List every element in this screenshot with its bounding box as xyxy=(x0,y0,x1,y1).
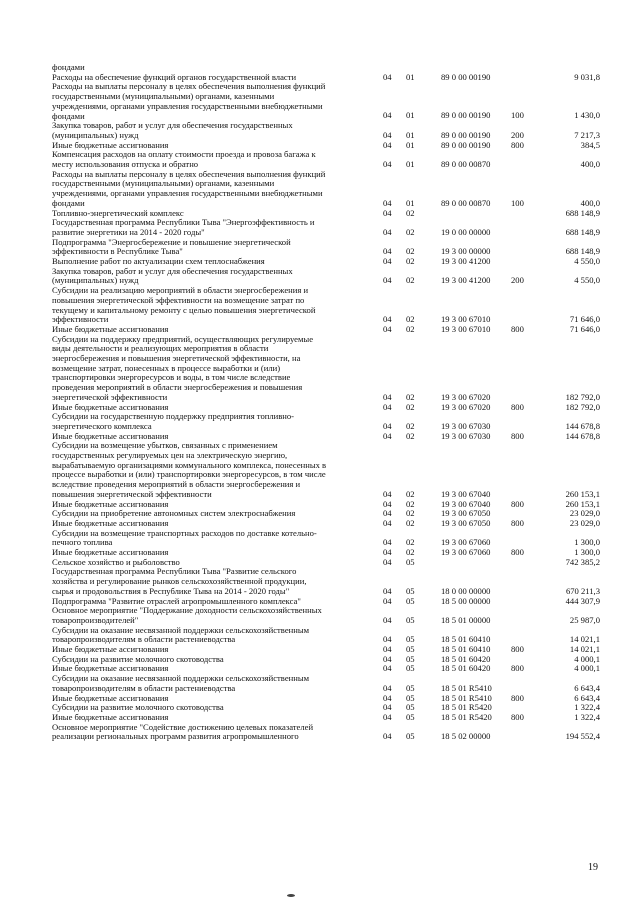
row-name-line: энергетической эффективности xyxy=(52,391,168,402)
row-name-line: фондами xyxy=(52,197,85,208)
row-rz: 04 xyxy=(383,430,392,441)
row-name-line: Расходы на выплаты персоналу в целях обеспечения выполнения функций xyxy=(52,81,326,92)
row-pr: 02 xyxy=(406,401,415,412)
row-name-line: товаропроизводителям в области растениеводства xyxy=(52,634,236,645)
row-csr: 19 3 00 67010 xyxy=(441,323,491,334)
table-row xyxy=(0,529,640,548)
row-name-line: Топливно-энергетический комплекс xyxy=(52,207,184,218)
row-csr: 18 5 01 60420 xyxy=(441,653,491,664)
row-rz: 04 xyxy=(383,644,392,654)
row-pr: 02 xyxy=(406,537,415,548)
row-rz: 04 xyxy=(383,207,392,218)
row-rz: 04 xyxy=(383,197,392,208)
row-csr: 18 0 00 00000 xyxy=(441,585,491,596)
row-pr: 02 xyxy=(406,420,415,431)
row-name xyxy=(52,606,370,625)
row-sum: 4 000,1 xyxy=(574,653,600,664)
row-sum: 384,5 xyxy=(580,139,600,150)
row-name-line: Закупка товаров, работ и услуг для обеспечения государственных xyxy=(52,265,293,276)
row-csr: 89 0 00 00870 xyxy=(441,197,491,208)
row-vr: 200 xyxy=(511,275,524,286)
row-name-line: Иные бюджетные ассигнования xyxy=(52,139,169,150)
row-name-line: развитие энергетики на 2014 - 2020 годы" xyxy=(52,226,205,237)
row-sum: 25 987,0 xyxy=(569,614,600,625)
row-pr: 05 xyxy=(406,711,415,722)
row-sum: 7 217,3 xyxy=(574,129,600,140)
row-csr: 18 5 01 R5410 xyxy=(441,682,492,693)
row-csr: 18 5 01 60410 xyxy=(441,644,491,654)
row-sum: 1 322,4 xyxy=(574,711,600,722)
row-name-line: сырья и продовольствия в Республике Тыва на 2014 - 2020 годы" xyxy=(52,585,290,596)
row-vr: 100 xyxy=(511,197,524,208)
row-sum: 144 678,8 xyxy=(565,430,600,441)
row-name xyxy=(52,567,370,596)
row-rz: 04 xyxy=(383,158,392,169)
row-pr: 02 xyxy=(406,391,415,402)
row-pr: 02 xyxy=(406,547,415,557)
row-vr: 100 xyxy=(511,110,524,121)
row-name-line: энергетического комплекса xyxy=(52,420,152,431)
row-csr: 19 3 00 67050 xyxy=(441,508,491,519)
row-name-line: эффективности xyxy=(52,314,109,325)
table-row xyxy=(0,606,640,625)
row-pr: 02 xyxy=(406,207,415,218)
row-sum: 1 300,0 xyxy=(574,547,600,557)
row-name-line: Иные бюджетные ассигнования xyxy=(52,547,169,557)
row-csr: 19 3 00 67040 xyxy=(441,488,491,499)
row-sum: 71 646,0 xyxy=(569,314,600,325)
row-rz: 04 xyxy=(383,401,392,412)
row-csr: 89 0 00 00190 xyxy=(441,110,491,121)
row-name xyxy=(52,286,370,325)
row-sum: 194 552,4 xyxy=(565,731,600,742)
row-pr: 05 xyxy=(406,595,415,606)
row-csr: 19 3 00 67060 xyxy=(441,537,491,548)
row-name-line: повышения энергетической эффективности на возмещение затрат по xyxy=(52,294,305,305)
row-name xyxy=(52,335,370,403)
row-csr: 89 0 00 00870 xyxy=(441,158,491,169)
row-name-line: транспортировки энергоресурсов и воды, в том числе вследствие xyxy=(52,372,291,383)
row-sum: 400,0 xyxy=(580,197,600,208)
row-sum: 1 430,0 xyxy=(574,110,600,121)
row-name-line: проведения мероприятий в области энергосбережения и повышения xyxy=(52,382,303,393)
row-name-line: Государственная программа Республики Тыва "Энергоэффективность и xyxy=(52,217,315,228)
row-name-line: Субсидии на поддержку предприятий, осуществляющих регулируемые xyxy=(52,333,314,344)
scan-mark xyxy=(287,894,295,897)
row-name-line: Компенсация расходов на оплату стоимости проезда и провоза багажа к xyxy=(52,149,316,160)
row-pr: 05 xyxy=(406,644,415,654)
row-csr: 19 3 00 67060 xyxy=(441,547,491,557)
row-name-line: Подпрограмма "Энергосбережение и повышение энергетической xyxy=(52,236,291,247)
row-sum: 688 148,9 xyxy=(565,226,600,237)
row-rz: 04 xyxy=(383,702,392,713)
row-name-line: Иные бюджетные ассигнования xyxy=(52,692,169,703)
row-csr: 18 5 01 R5420 xyxy=(441,702,492,713)
row-pr: 02 xyxy=(406,256,415,266)
row-rz: 04 xyxy=(383,731,392,742)
row-sum: 688 148,9 xyxy=(565,207,600,218)
row-name-line: Иные бюджетные ассигнования xyxy=(52,323,169,334)
row-rz: 04 xyxy=(383,595,392,606)
row-name-line: реализации региональных программ развития агропромышленного xyxy=(52,731,299,742)
row-rz: 04 xyxy=(383,663,392,674)
table-row xyxy=(0,218,640,237)
row-vr: 800 xyxy=(511,711,524,722)
row-rz: 04 xyxy=(383,323,392,334)
row-name xyxy=(52,218,370,237)
table-row xyxy=(0,335,640,403)
row-pr: 02 xyxy=(406,488,415,499)
row-rz: 04 xyxy=(383,614,392,625)
row-name xyxy=(52,121,370,140)
row-name-line: Субсидии на развитие молочного скотоводства xyxy=(52,653,224,664)
row-name-line: хозяйства и регулирование рынков сельскохозяйственной продукции, xyxy=(52,576,307,587)
row-rz: 04 xyxy=(383,537,392,548)
row-csr: 89 0 00 00190 xyxy=(441,129,491,140)
row-name-line: Иные бюджетные ассигнования xyxy=(52,401,169,412)
row-pr: 01 xyxy=(406,71,415,82)
row-sum: 688 148,9 xyxy=(565,246,600,257)
row-name-line: виды деятельности и реализующих мероприятия в области xyxy=(52,343,269,354)
row-pr: 05 xyxy=(406,614,415,625)
row-sum: 4 550,0 xyxy=(574,256,600,266)
row-csr: 89 0 00 00190 xyxy=(441,139,491,150)
row-csr: 19 3 00 67050 xyxy=(441,517,491,528)
row-pr: 05 xyxy=(406,556,415,567)
row-pr: 01 xyxy=(406,110,415,121)
row-csr: 19 3 00 67020 xyxy=(441,401,491,412)
row-name xyxy=(52,150,370,169)
row-pr: 05 xyxy=(406,585,415,596)
row-name-line: (муниципальных) нужд xyxy=(52,275,139,286)
row-rz: 04 xyxy=(383,275,392,286)
row-pr: 05 xyxy=(406,692,415,703)
row-name-line: процессе выработки и (или) транспортировки энергоресурсов, в том числе xyxy=(52,469,326,480)
row-pr: 05 xyxy=(406,731,415,742)
row-name-line: государственными (муниципальными) органами, казенными xyxy=(52,178,275,189)
row-vr: 800 xyxy=(511,547,524,557)
row-name xyxy=(52,441,370,499)
row-pr: 05 xyxy=(406,702,415,713)
row-rz: 04 xyxy=(383,314,392,325)
row-sum: 444 307,9 xyxy=(565,595,600,606)
row-name-line: Субсидии на оказание несвязанной поддержки сельскохозяйственным xyxy=(52,624,310,635)
row-name-line: вырабатываемую организациями коммунального комплекса, понесенных в xyxy=(52,459,327,470)
row-name-line: Иные бюджетные ассигнования xyxy=(52,517,169,528)
row-sum: 742 385,2 xyxy=(565,556,600,567)
row-name xyxy=(52,674,370,693)
row-name xyxy=(52,82,370,121)
row-pr: 02 xyxy=(406,246,415,257)
row-pr: 02 xyxy=(406,430,415,441)
row-name-line: Закупка товаров, работ и услуг для обеспечения государственных xyxy=(52,120,293,131)
row-name-line: повышения энергетической эффективности xyxy=(52,488,212,499)
row-vr: 800 xyxy=(511,692,524,703)
row-name-line: товаропроизводителей" xyxy=(52,614,139,625)
table-row xyxy=(0,150,640,169)
row-name-line: Сельское хозяйство и рыболовство xyxy=(52,556,180,567)
row-name-line: фондами xyxy=(52,62,85,72)
row-csr: 19 3 00 67030 xyxy=(441,420,491,431)
row-csr: 89 0 00 00190 xyxy=(441,71,491,82)
row-csr: 18 5 02 00000 xyxy=(441,731,491,742)
row-pr: 01 xyxy=(406,158,415,169)
row-name-line: государственных регулируемых цен на электрическую энергию, xyxy=(52,450,288,460)
table-row xyxy=(0,441,640,499)
row-pr: 01 xyxy=(406,129,415,140)
row-sum: 1 322,4 xyxy=(574,702,600,713)
row-name-line: Иные бюджетные ассигнования xyxy=(52,498,169,509)
row-name xyxy=(52,238,370,257)
row-csr: 19 3 00 67010 xyxy=(441,314,491,325)
row-rz: 04 xyxy=(383,246,392,257)
row-vr: 800 xyxy=(511,323,524,334)
row-vr: 800 xyxy=(511,663,524,674)
row-csr: 19 0 00 00000 xyxy=(441,226,491,237)
row-pr: 02 xyxy=(406,275,415,286)
row-name xyxy=(52,529,370,548)
row-name-line: Субсидии на реализацию мероприятий в области энергосбережения и xyxy=(52,285,309,296)
table-row xyxy=(0,170,640,209)
page-number: 19 xyxy=(588,862,598,873)
row-vr: 800 xyxy=(511,517,524,528)
row-name-line: Расходы на обеспечение функций органов государственной власти xyxy=(52,71,297,82)
row-rz: 04 xyxy=(383,547,392,557)
row-pr: 01 xyxy=(406,139,415,150)
row-pr: 02 xyxy=(406,517,415,528)
row-vr: 800 xyxy=(511,498,524,509)
row-csr: 18 5 01 60420 xyxy=(441,663,491,674)
table-row xyxy=(0,723,640,742)
row-rz: 04 xyxy=(383,226,392,237)
row-name-line: Основное мероприятие "Поддержание доходности сельскохозяйственных xyxy=(52,605,322,616)
row-vr: 800 xyxy=(511,139,524,150)
table-row xyxy=(0,267,640,286)
row-name-line: Субсидии на государственную поддержку предприятия топливно- xyxy=(52,411,295,422)
row-sum: 182 792,0 xyxy=(565,391,600,402)
row-name-line: энергосбережения и повышения энергетической эффективности, на xyxy=(52,353,301,363)
row-name-line: фондами xyxy=(52,110,85,121)
table-row xyxy=(0,412,640,431)
row-pr: 05 xyxy=(406,663,415,674)
row-csr: 19 3 00 41200 xyxy=(441,256,491,266)
row-name-line: (муниципальных) нужд xyxy=(52,129,139,140)
row-name-line: Выполнение работ по актуализации схем теплоснабжения xyxy=(52,256,265,266)
row-pr: 05 xyxy=(406,682,415,693)
row-sum: 14 021,1 xyxy=(569,644,600,654)
row-sum: 1 300,0 xyxy=(574,537,600,548)
row-sum: 71 646,0 xyxy=(569,323,600,334)
row-name-line: государственными (муниципальными) органами, казенными xyxy=(52,91,275,102)
row-sum: 4 550,0 xyxy=(574,275,600,286)
row-sum: 23 029,0 xyxy=(569,508,600,519)
row-name-line: Субсидии на оказание несвязанной поддержки сельскохозяйственным xyxy=(52,673,310,684)
row-sum: 400,0 xyxy=(580,158,600,169)
row-csr: 19 3 00 41200 xyxy=(441,275,491,286)
row-vr: 200 xyxy=(511,129,524,140)
row-name-line: Иные бюджетные ассигнования xyxy=(52,663,169,674)
row-sum: 182 792,0 xyxy=(565,401,600,412)
table-row xyxy=(0,674,640,693)
row-sum: 144 678,8 xyxy=(565,420,600,431)
row-pr: 02 xyxy=(406,226,415,237)
row-rz: 04 xyxy=(383,498,392,509)
row-name-line: возмещение затрат, понесенных в процессе выработки и (или) xyxy=(52,362,281,373)
row-rz: 04 xyxy=(383,634,392,645)
row-rz: 04 xyxy=(383,711,392,722)
row-sum: 6 643,4 xyxy=(574,682,600,693)
row-pr: 02 xyxy=(406,323,415,334)
row-rz: 04 xyxy=(383,488,392,499)
row-name-line: текущему и капитальному ремонту с целью повышения энергетической xyxy=(52,304,316,315)
row-rz: 04 xyxy=(383,682,392,693)
row-rz: 04 xyxy=(383,71,392,82)
row-name-line: товаропроизводителям в области растениеводства xyxy=(52,682,236,693)
row-csr: 19 3 00 67040 xyxy=(441,498,491,509)
row-pr: 02 xyxy=(406,498,415,509)
row-pr: 01 xyxy=(406,197,415,208)
row-csr: 19 3 00 00000 xyxy=(441,246,491,257)
row-name-line: месту использования отпуска и обратно xyxy=(52,159,199,169)
row-name xyxy=(52,267,370,286)
row-name-line: эффективности в Республике Тыва" xyxy=(52,246,183,257)
row-name-line: вследствие проведения мероприятий в области энергосбережения и xyxy=(52,479,301,490)
row-csr: 18 5 01 60410 xyxy=(441,634,491,645)
row-rz: 04 xyxy=(383,129,392,140)
row-name xyxy=(52,170,370,209)
row-name-line: Иные бюджетные ассигнования xyxy=(52,430,169,441)
row-name-line: Субсидии на возмещение транспортных расходов по доставке котельно- xyxy=(52,527,317,538)
row-name-line: печного топлива xyxy=(52,537,113,548)
row-rz: 04 xyxy=(383,585,392,596)
row-name-line: Иные бюджетные ассигнования xyxy=(52,711,169,722)
row-name-line: Иные бюджетные ассигнования xyxy=(52,644,169,654)
row-pr: 02 xyxy=(406,314,415,325)
table-row xyxy=(0,121,640,140)
row-vr: 800 xyxy=(511,430,524,441)
row-name xyxy=(52,723,370,742)
row-vr: 800 xyxy=(511,644,524,654)
row-rz: 04 xyxy=(383,110,392,121)
table-row xyxy=(0,626,640,645)
table-row xyxy=(0,286,640,325)
row-name-line: учреждениями, органами управления государственными внебюджетными xyxy=(52,188,323,199)
row-rz: 04 xyxy=(383,256,392,266)
row-rz: 04 xyxy=(383,508,392,519)
row-name-line: Расходы на выплаты персоналу в целях обеспечения выполнения функций xyxy=(52,168,326,179)
table-row xyxy=(0,82,640,121)
table-row xyxy=(0,238,640,257)
row-csr: 18 5 00 00000 xyxy=(441,595,491,606)
row-name-line: Основное мероприятие "Содействие достижению целевых показателей xyxy=(52,721,314,732)
row-name xyxy=(52,626,370,645)
row-pr: 02 xyxy=(406,508,415,519)
row-rz: 04 xyxy=(383,420,392,431)
row-sum: 260 153,1 xyxy=(565,498,600,509)
row-sum: 6 643,4 xyxy=(574,692,600,703)
row-name-line: учреждениями, органами управления государственными внебюджетными xyxy=(52,100,323,111)
row-csr: 18 5 01 R5420 xyxy=(441,711,492,722)
row-sum: 670 211,3 xyxy=(565,585,600,596)
row-rz: 04 xyxy=(383,139,392,150)
row-csr: 18 5 01 R5410 xyxy=(441,692,492,703)
row-vr: 800 xyxy=(511,401,524,412)
row-sum: 4 000,1 xyxy=(574,663,600,674)
row-rz: 04 xyxy=(383,692,392,703)
row-name-line: Подпрограмма "Развитие отраслей агропромышленного комплекса" xyxy=(52,595,301,606)
row-name-line: Субсидии на возмещение убытков, связанных с применением xyxy=(52,440,278,451)
row-name xyxy=(52,412,370,431)
row-rz: 04 xyxy=(383,556,392,567)
row-rz: 04 xyxy=(383,391,392,402)
row-name-line: Государственная программа Республики Тыва "Развитие сельского xyxy=(52,566,297,577)
row-pr: 05 xyxy=(406,653,415,664)
row-sum: 260 153,1 xyxy=(565,488,600,499)
row-name-line: Субсидии на приобретение автономных систем электроснабжения xyxy=(52,508,296,519)
row-rz: 04 xyxy=(383,653,392,664)
row-rz: 04 xyxy=(383,517,392,528)
row-csr: 19 3 00 67020 xyxy=(441,391,491,402)
table-row xyxy=(0,567,640,596)
row-sum: 23 029,0 xyxy=(569,517,600,528)
row-csr: 19 3 00 67030 xyxy=(441,430,491,441)
row-csr: 18 5 01 00000 xyxy=(441,614,491,625)
row-sum: 14 021,1 xyxy=(569,634,600,645)
row-name-line: Субсидии на развитие молочного скотоводства xyxy=(52,702,224,713)
row-sum: 9 031,8 xyxy=(574,71,600,82)
row-pr: 05 xyxy=(406,634,415,645)
